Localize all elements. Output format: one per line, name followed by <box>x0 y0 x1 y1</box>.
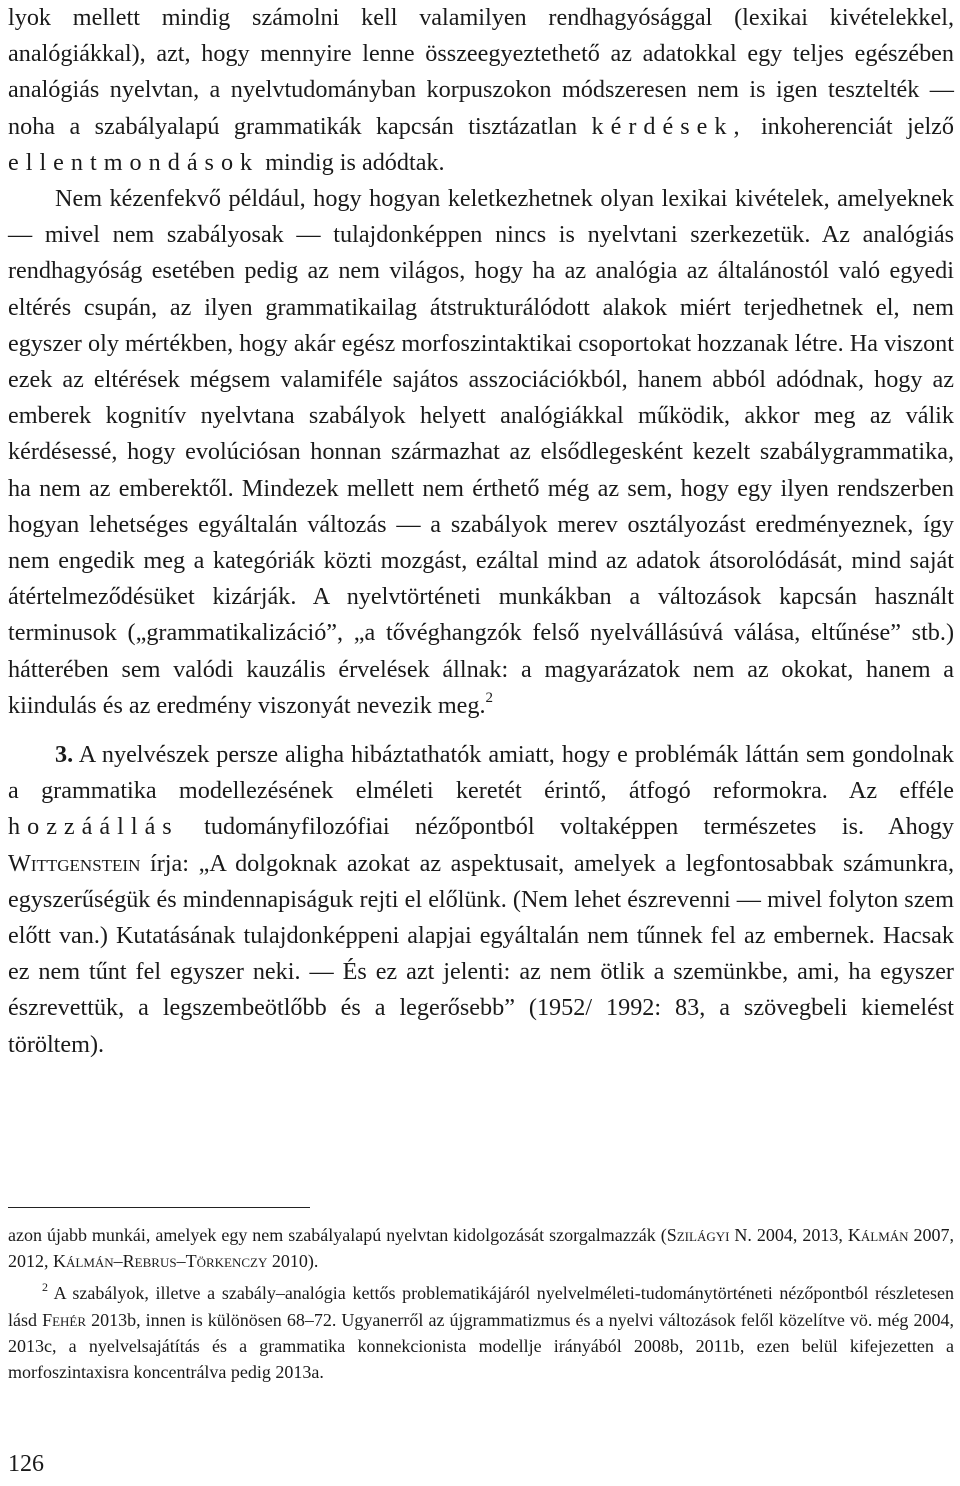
paragraph-2 <box>8 181 954 724</box>
fn2-name-feher: Fehér <box>42 1309 87 1330</box>
fn1-name-kalman-rebrus-torkenczy: Kálmán–Rebrus–Törkenczy <box>53 1251 268 1272</box>
fn1-text-d: 2010). <box>267 1251 319 1272</box>
emphasis-kerdesek: kérdések, <box>591 112 747 140</box>
section-number: 3. <box>55 741 74 769</box>
fn1-text-a: azon újabb munkái, amelyek egy nem szabályalapú nyelvtan kidolgozását szorgalmazzák ( <box>8 1225 667 1245</box>
footnote-2-number: 2 <box>42 1280 48 1295</box>
p1-end: mindig is adódtak. <box>265 148 445 176</box>
fn1-name-szilagyi: Szilágyi N. <box>666 1225 752 1245</box>
main-text <box>8 0 954 1063</box>
p1-mid: inkoherenciát jelző <box>760 112 954 140</box>
emphasis-hozzaallas: hozzáállás <box>8 813 179 841</box>
footnote-2 <box>8 1280 954 1385</box>
p3-text-b: tudományfilozófiai nézőpontból voltaképpen természetes is. Ahogy <box>204 813 954 841</box>
paragraph-1 <box>8 0 954 181</box>
fn1-name-kalman: Kálmán <box>847 1225 909 1245</box>
fn1-text-b: 2004, 2013, <box>751 1225 848 1245</box>
footnote-separator <box>8 1207 310 1208</box>
footnotes <box>8 1222 954 1385</box>
paragraph-3 <box>8 737 954 1063</box>
footnote-1-continued <box>8 1222 954 1274</box>
page-number: 126 <box>8 1451 44 1477</box>
fn2-text-a: A szabályok, illetve a szabály–analógia kettős problematikájáról nyelvelméleti-tudománytörténeti nézőpontból részletesen lásd <box>8 1283 954 1330</box>
p3-text-c: írja: „A dolgoknak azokat az aspektusait, amelyek a legfontosabbak számunkra, egyszerűségük és mindennapiságuk rejti el előlünk. (Nem lehet észrevenni — mivel folyton szem előtt van.) Kutatásának tulajdonképpeni alapjai egyáltalán nem tűnnek fel az embernek. Hacsak ez nem tűnt fel egyszer neki. — És ez azt jelenti: az nem ötlik a szemünkbe, ami, ha egyszer észrevettük, a legszembeötlőbb és a legerősebb” (1952/ 1992: 83, a szövegbeli kiemelést töröltem). <box>8 849 954 1058</box>
p2-text: Nem kézenfekvő például, hogy hogyan keletkezhetnek olyan lexikai kivételek, amelyeknek — mivel nem szabályosak — tulajdonképpen nincs is nyelvtani szerkezetük. Az analógiás rendhagyóság esetében pedig az nem világos, hogy ha az analógia az általánostól való egyedi eltérés csupán, az ilyen grammatikailag átstrukturálódott alakok miért terjedhetnek el, nem egyszer oly mértékben, hogy akár egész morfoszintaktikai csoportokat hozzanak létre. Ha viszont ezek az eltérések mégsem valamiféle sajátos asszociációkból, hanem abból adódnak, hogy az emberek kognitív nyelvtana szabályok helyett analógiákkal működik, akkor meg az válik kérdésessé, hogy evolúciósan honnan származhat az elsődlegesként kezelt szabálygrammatika, ha nem az emberektől. Mindezek mellett nem érthető még az sem, hogy egy ilyen rendszerben hogyan lehetséges egyáltalán változás — a szabályok merev osztályozást eredményeznek, így nem engedik meg a kategóriák közti mozgást, ezáltal mind az adatok átsorolódását, mind saját átértelmeződésüket kizárják. A nyelvtörténeti munkákban a változások kapcsán használt terminusok („grammatikalizáció”, „a tővéghangzók felső nyelvállásúvá válása, eltűnése” stb.) hátterében sem valódi kauzális érvelések állnak: a magyarázatok nem az okokat, hanem a kiindulás és az eredmény viszonyát nevezik meg. <box>8 185 954 719</box>
fn1-text-c: 2007, 2012, <box>8 1225 955 1272</box>
author-name: Wittgenstein <box>8 849 141 877</box>
page <box>8 0 955 1477</box>
fn2-text-b: 2013b, innen is különösen 68–72. Ugyanerről az újgrammatizmus és a nyelvi változások felől közelítve vö. még 2004, 2013c, a nyelvelsajátítás és a grammatika konnekcionista modellje irányából 2008b, 2011b, ezen belül kifejezetten a morfoszintaxisra koncentrálva pedig 2013a. <box>8 1309 955 1383</box>
footnote-ref-2[interactable]: 2 <box>485 689 494 706</box>
p3-text-a: A nyelvészek persze aligha hibáztathatók amiatt, hogy e problémák láttán sem gondolnak a grammatika modellezésének elméleti keretét érintő, átfogó reformokra. Az efféle <box>8 741 954 805</box>
emphasis-ellentmondasok: ellentmondások <box>8 148 260 176</box>
p1-text: lyok mellett mindig számolni kell valamilyen rendhagyósággal (lexikai kivételekkel, analógiákkal), azt, hogy mennyire lenne összeegyeztethető az adatokkal egy teljes egészében analógiás nyelvtan, a nyelvtudományban korpuszokon módszeresen nem is igen tesztelték — noha a szabályalapú grammatikák kapcsán tisztázatlan <box>8 4 954 140</box>
